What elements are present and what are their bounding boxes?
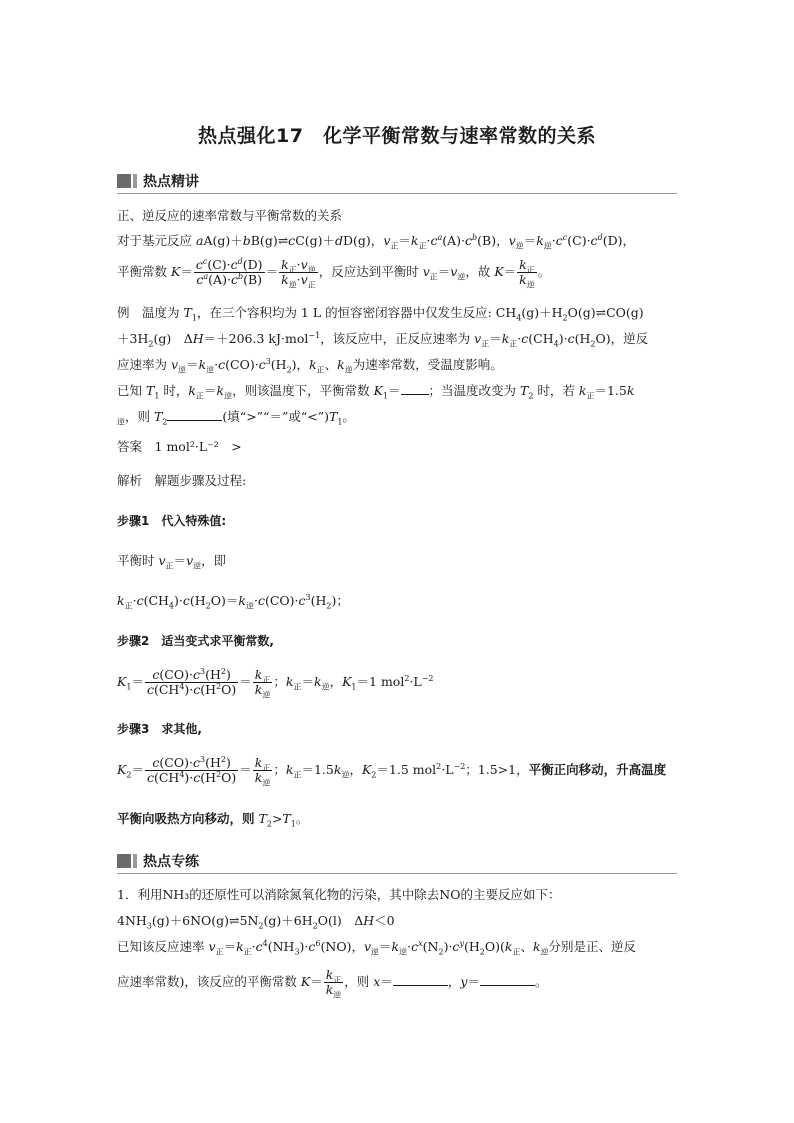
analysis-text: 解题步骤及过程: (154, 473, 247, 488)
section-marker-icon (117, 174, 131, 188)
text-line: $_逆$，则 $T_2$ (填“>”“＝”或“$<”)T_1$。 (117, 409, 355, 427)
section-header-hotspot-practice (117, 850, 199, 872)
section-title: 热点精讲 (143, 174, 199, 190)
section-divider (117, 873, 677, 874)
equation-line: $K_1=$ $\frac{c(CO)\cdot c^3(H^2)}{c(CH^4)\cdot c(H^2O)}$ ＝ $\frac{k_正}{k_逆}$ ；$k_正=k_逆$，$K_1=1$ $mol^2\cdot L^{-2}$ (117, 666, 434, 700)
analysis-line (117, 472, 246, 490)
analysis-label: 解析 (117, 473, 143, 488)
step-3-heading: 步骤3 求其他, (117, 722, 202, 736)
section-marker-icon (117, 854, 131, 868)
text-line: 平衡常数 K＝ $\frac{c^c(C)\cdot c^d(D)}{c^a(A)\cdot c^b(B)}$ ＝ $\frac{k_正\cdot v_逆}{k_逆\cdot v_正}$ ，反应达到平衡时 $v_正=v_逆$，故 K＝ $\frac{k_正}{k_逆}$ 。 (117, 256, 551, 290)
text-line: $+3H_2(g)$ ΔH＝＋206.3 kJ·mol$^{-1}$，该反应中，正反应速率为 $v_正=k_正\cdot c(CH_4)\cdot c(H_2O)$，逆反 (117, 330, 649, 349)
equation-line: $4NH_3(g)+6NO(g)\rightleftharpoons 5N_2(g)+6H_2O(l)$ ΔH＜0 (117, 913, 395, 931)
section-marker-icon (133, 174, 137, 188)
text-line: 应速率常数)，该反应的平衡常数 K＝ $\frac{k_正}{k_逆}$ ，则 x＝ ，y＝ 。 (117, 967, 548, 1000)
text-line: 已知 $T_1$ 时，$k_正=k_逆$，则该温度下，平衡常数 $K_1=$ ；当温度改变为 $T_2$ 时，若 $k_正=1.5k$ (117, 383, 635, 401)
text-line: 对于基元反应 aA(g)＋bB(g)⇌cC(g)＋dD(g)，$v_正=k_正\cdot c^a(A)\cdot c^b(B)$，$v_逆=k_逆\cdot c^c(C)\cdot c^d(D)$， (117, 232, 635, 251)
step-2-heading: 步骤2 适当变式求平衡常数, (117, 634, 274, 648)
step-1-heading: 步骤1 代入特殊值: (117, 514, 227, 528)
section-divider (117, 193, 677, 194)
answer-line (117, 438, 242, 456)
text-line: 平衡时 $v_正=v_逆$，即 (117, 553, 227, 571)
text-line: 平衡向吸热方向移动，则 $T_2>T_1$。 (117, 811, 309, 829)
section-title: 热点专练 (143, 854, 199, 870)
page-title: 热点强化17 化学平衡常数与速率常数的关系 (198, 125, 596, 147)
equation-line: $k_正\cdot c(CH_4)\cdot c(H_2O)=k_逆\cdot c(CO)\cdot c^3(H_2)$； (117, 592, 349, 611)
answer-value: 1 mol²·L⁻² > (154, 439, 242, 454)
question-1-intro: 1．利用NH₃的还原性可以消除氮氧化物的污染，其中除去NO的主要反应如下： (117, 887, 561, 902)
text-line: 应速率为 $v_逆=k_逆\cdot c(CO)\cdot c^3(H_2)$，$k_正$、$k_逆$为速率常数，受温度影响。 (117, 356, 503, 375)
text-line: 已知该反应速率 $v_正=k_正\cdot c^4(NH_3)\cdot c^6(NO)$，$v_逆=k_逆\cdot c^x(N_2)\cdot c^y(H_2O)(k_正$、$k_逆$分别是正、逆反 (117, 938, 637, 957)
equation-line: $K_2=$ $\frac{c(CO)\cdot c^3(H^2)}{c(CH^4)\cdot c(H^2O)}$ ＝ $\frac{k_正}{k_逆}$ ；$k_正=1.5k_逆$，$K_2=1.5$ $mol^2\cdot L^{-2}$；1.5>1，平衡正向移动，升高温度 (117, 754, 667, 788)
subheading: 正、逆反应的速率常数与平衡常数的关系 (117, 208, 343, 223)
section-header-hotspot-explain (117, 170, 199, 192)
section-marker-icon (133, 854, 137, 868)
example-line: 例 温度为 $T_1$，在三个容积均为 1 L 的恒容密闭容器中仅发生反应: $CH_4(g)+H_2O(g)\rightleftharpoons CO(g)$ (117, 305, 644, 323)
answer-label: 答案 (117, 439, 143, 454)
example-label: 例 (117, 305, 130, 320)
